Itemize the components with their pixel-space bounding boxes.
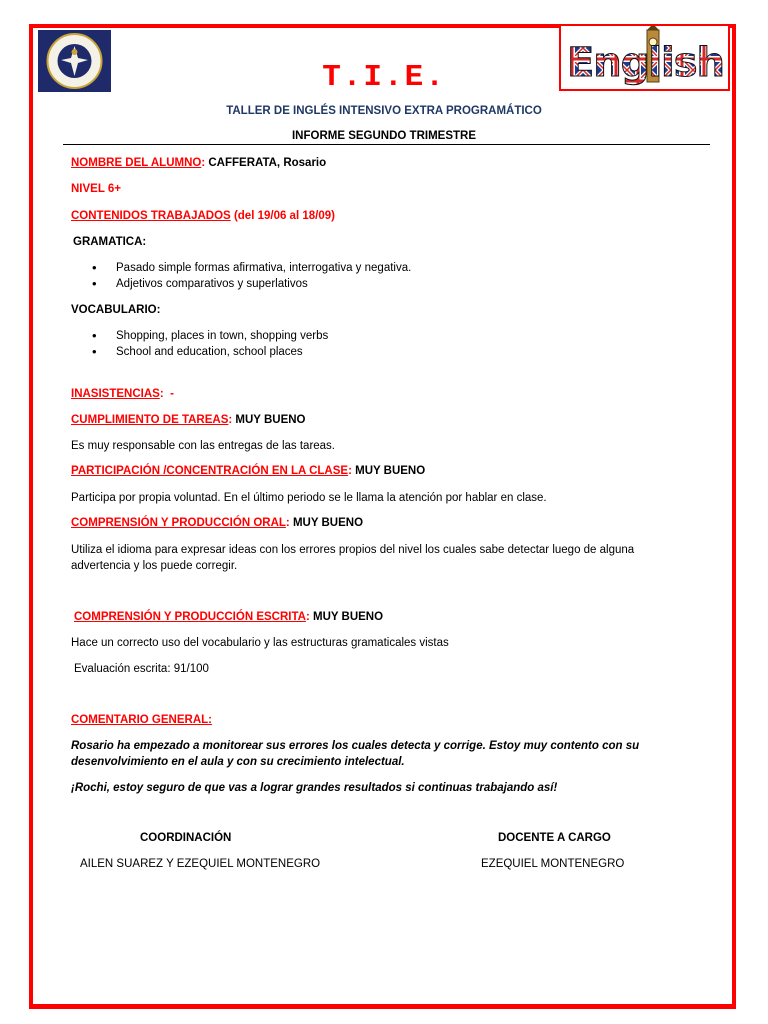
oral-label: COMPRENSIÓN Y PRODUCCIÓN ORAL: [71, 517, 286, 529]
tasks-comment: Es muy responsable con las entregas de las tareas.: [71, 440, 336, 452]
vocab-heading: VOCABULARIO:: [71, 304, 161, 316]
teacher-name: EZEQUIEL MONTENEGRO: [481, 858, 625, 870]
absences-value: -: [170, 388, 174, 400]
participation-row: PARTICIPACIÓN /CONCENTRACIÓN EN LA CLASE: MUY BUENO: [71, 465, 426, 477]
written-grade: MUY BUENO: [312, 611, 384, 623]
written-row: COMPRENSIÓN Y PRODUCCIÓN ESCRITA: MUY BUENO: [74, 611, 384, 623]
contents-period: (del 19/06 al 18/09): [233, 210, 335, 222]
absences-label: INASISTENCIAS: [71, 388, 160, 400]
written-comment: Hace un correcto uso del vocabulario y las estructuras gramaticales vistas: [71, 637, 449, 649]
coordination-title: COORDINACIÓN: [140, 832, 232, 844]
general-comment-1: Rosario ha empezado a monitorear sus errores los cuales detecta y corrige. Estoy muy contento con su: [71, 740, 640, 752]
participation-comment: Participa por propia voluntad. En el último periodo se le llama la atención por hablar en clase.: [71, 492, 547, 504]
svg-text:English: English: [567, 40, 725, 86]
page-title: T.I.E.: [322, 60, 446, 95]
general-comment-label: COMENTARIO GENERAL:: [71, 714, 212, 726]
vocab-list: [92, 328, 328, 360]
written-evaluation: Evaluación escrita: 91/100: [74, 663, 209, 675]
tasks-label: CUMPLIMIENTO DE TAREAS: [71, 414, 229, 426]
general-comment-2: desenvolvimiento en el aula y con su crecimiento intelectual.: [71, 756, 405, 768]
general-comment-3: ¡Rochi, estoy seguro de que vas a lograr grandes resultados si continuas trabajando así!: [71, 782, 558, 794]
list-item: • Shopping, places in town, shopping verbs: [92, 328, 328, 344]
oral-row: COMPRENSIÓN Y PRODUCCIÓN ORAL: MUY BUENO: [71, 517, 364, 529]
written-label: COMPRENSIÓN Y PRODUCCIÓN ESCRITA: [74, 611, 306, 623]
coordination-names: AILEN SUAREZ Y EZEQUIEL MONTENEGRO: [80, 858, 321, 870]
teacher-title: DOCENTE A CARGO: [498, 832, 611, 844]
report-name: INFORME SEGUNDO TRIMESTRE: [291, 130, 476, 142]
contents-row: [71, 208, 335, 224]
list-item: • School and education, school places: [92, 344, 328, 360]
student-label: NOMBRE DEL ALUMNO: [71, 157, 202, 169]
oral-comment-2: advertencia y los puede corregir.: [71, 560, 238, 572]
grammar-heading: GRAMATICA:: [73, 236, 147, 248]
oral-grade: MUY BUENO: [292, 517, 364, 529]
participation-grade: MUY BUENO: [355, 465, 426, 477]
contents-label: CONTENIDOS TRABAJADOS: [71, 210, 231, 222]
header-divider: [63, 144, 710, 145]
tasks-grade: MUY BUENO: [235, 414, 306, 426]
list-item: • Adjetivos comparativos y superlativos: [92, 276, 411, 292]
list-item: • Pasado simple formas afirmativa, interrogativa y negativa.: [92, 260, 411, 276]
student-row: NOMBRE DEL ALUMNO: CAFFERATA, Rosario: [71, 157, 327, 169]
student-name: CAFFERATA, Rosario: [208, 157, 327, 169]
student-level: NIVEL 6+: [71, 183, 121, 195]
grammar-list: [92, 260, 411, 292]
program-subtitle: TALLER DE INGLÉS INTENSIVO EXTRA PROGRAMÁTICO: [226, 105, 542, 117]
participation-label: PARTICIPACIÓN /CONCENTRACIÓN EN LA CLASE: [71, 465, 349, 477]
oral-comment-1: Utiliza el idioma para expresar ideas con los errores propios del nivel los cuales sabe detectar luego de alguna: [71, 544, 635, 556]
absences-row: INASISTENCIAS: -: [71, 388, 174, 400]
tasks-row: CUMPLIMIENTO DE TAREAS: MUY BUENO: [71, 414, 306, 426]
